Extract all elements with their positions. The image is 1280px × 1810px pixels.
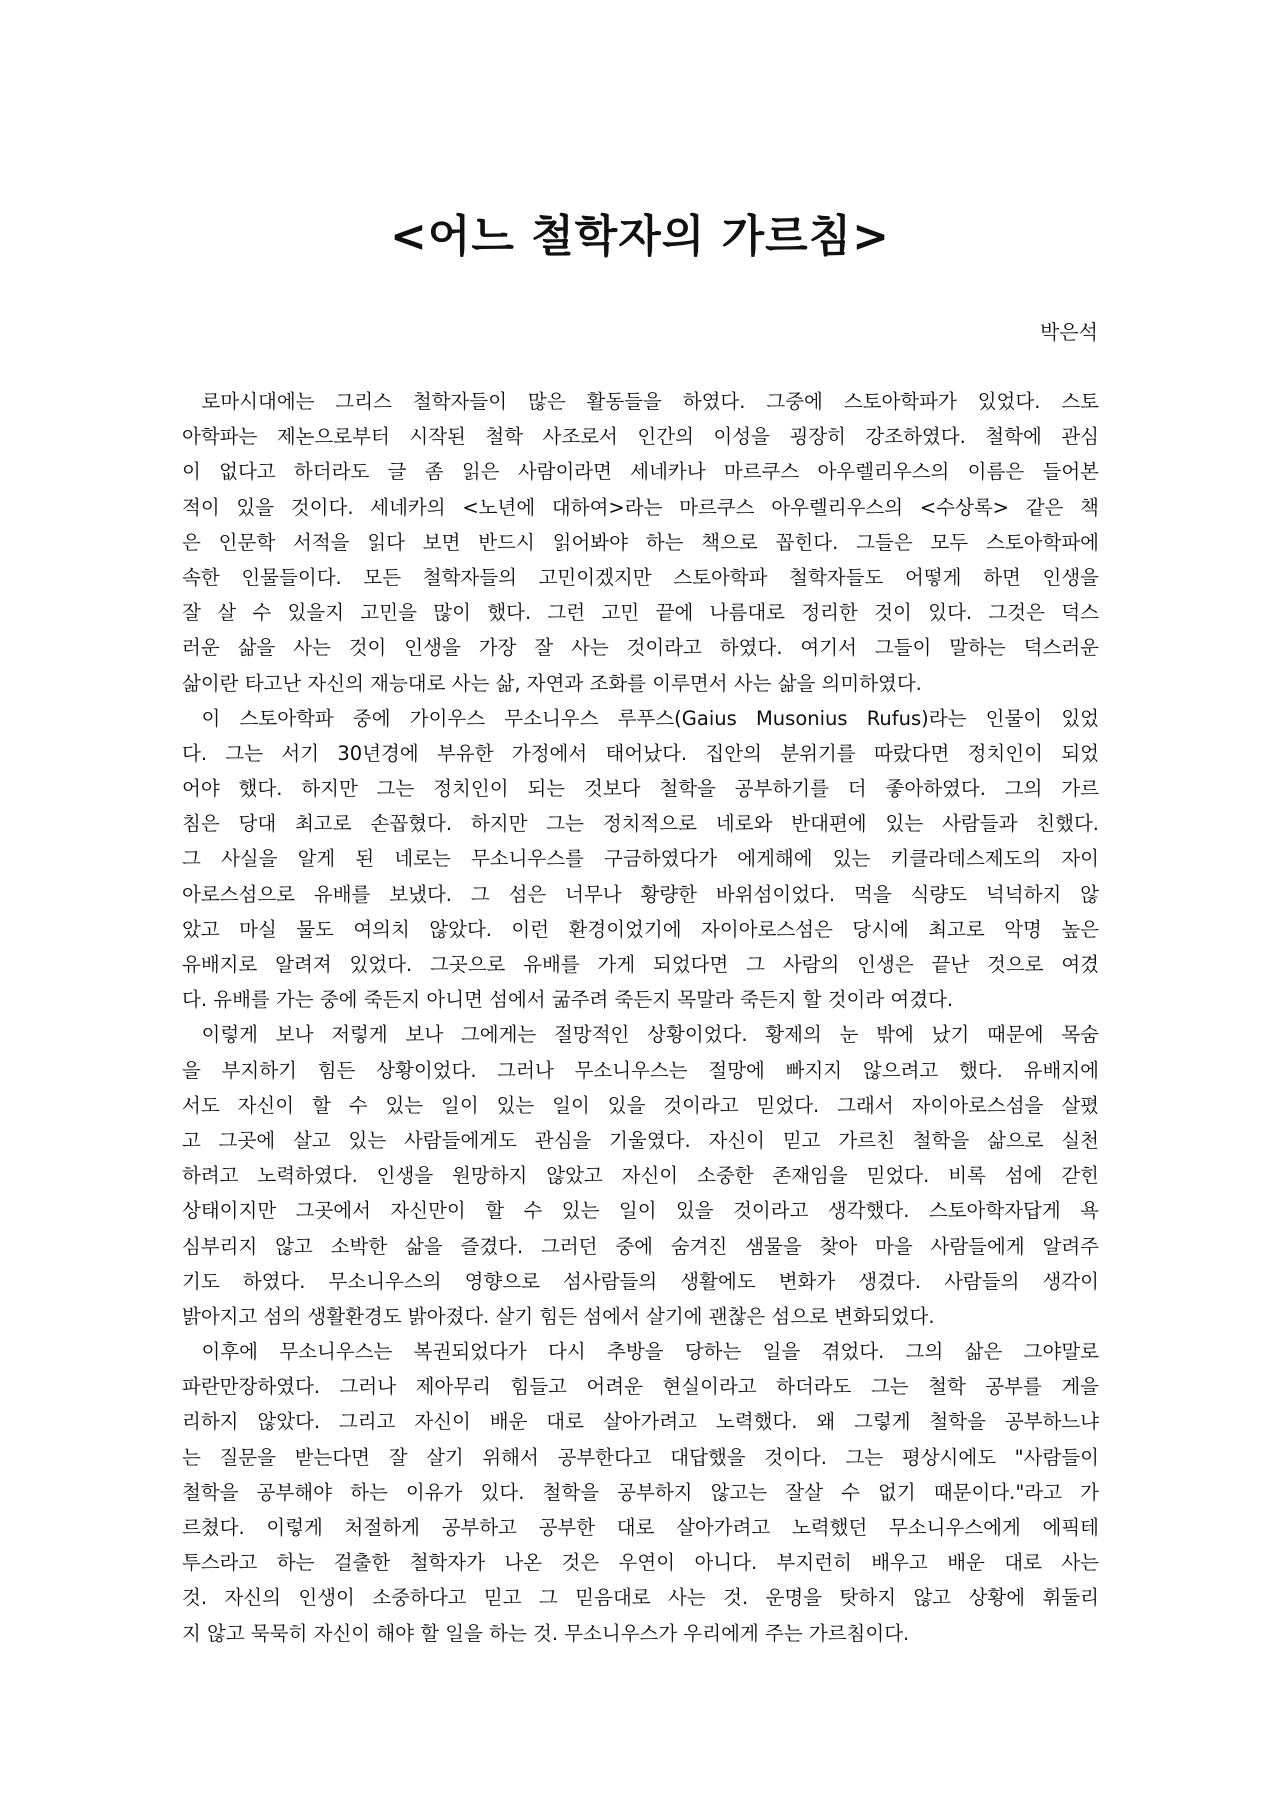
body-line: 이 스토아학파 중에 가이우스 무소니우스 루푸스(Gaius Musonius Rufus)라는 인물이 있었 <box>201 706 1099 730</box>
body-line: 아학파는 제논으로부터 시작된 철학 사조로서 인간의 이성을 굉장히 강조하였다. 철학에 관심 <box>182 425 1099 449</box>
body-line: 르쳤다. 이렇게 처절하게 공부하고 공부한 대로 살아가려고 노력했던 무소니우스에게 에픽테 <box>182 1516 1099 1539</box>
body-line: 아로스섬으로 유배를 보냈다. 그 섬은 너무나 황량한 바위섬이었다. 먹을 식량도 넉넉하지 않 <box>182 882 1099 906</box>
body-line: 파란만장하였다. 그러나 제아무리 힘들고 어려운 현실이라고 하더라도 그는 철학 공부를 게을 <box>182 1375 1099 1399</box>
body-line: 다. 그는 서기 30년경에 부유한 가정에서 태어났다. 집안의 분위기를 따랐다면 정치인이 되었 <box>182 741 1099 765</box>
body-line: 지 않고 묵묵히 자신이 해야 할 일을 하는 것. 무소니우스가 우리에게 주는 가르침이다. <box>182 1621 910 1645</box>
body-line: 속한 인물들이다. 모든 철학자들의 고민이겠지만 스토아학파 철학자들도 어떻게 하면 인생을 <box>182 565 1099 589</box>
body-line: 기도 하였다. 무소니우스의 영향으로 섬사람들의 생활에도 변화가 생겼다. 사람들의 생각이 <box>182 1269 1099 1293</box>
body-line: 적이 있을 것이다. 세네카의 <노년에 대하여>라는 마르쿠스 아우렐리우스의 <수상록> 같은 책 <box>182 495 1099 519</box>
author-name: 박은석 <box>1040 320 1098 344</box>
body-line: 유배지로 알려져 있었다. 그곳으로 유배를 가게 되었다면 그 사람의 인생은 끝난 것으로 여겼 <box>182 953 1099 976</box>
body-line: 밝아지고 섬의 생활환경도 밝아졌다. 살기 힘든 섬에서 살기에 괜찮은 섬으로 변화되었다. <box>182 1304 935 1328</box>
body-line: 이후에 무소니우스는 복권되었다가 다시 추방을 당하는 일을 겪었다. 그의 삶은 그야말로 <box>201 1340 1099 1364</box>
document-body <box>182 384 1099 1651</box>
body-line: 철학을 공부해야 하는 이유가 있다. 철학을 공부하지 않고는 잘살 수 없기 때문이다."라고 가 <box>182 1480 1099 1504</box>
body-line: 침은 당대 최고로 손꼽혔다. 하지만 그는 정치적으로 네로와 반대편에 있는 사람들과 친했다. <box>182 812 1099 836</box>
body-line: 어야 했다. 하지만 그는 정치인이 되는 것보다 철학을 공부하기를 더 좋아하였다. 그의 가르 <box>182 777 1099 801</box>
body-line: 는 질문을 받는다면 잘 살기 위해서 공부한다고 대답했을 것이다. 그는 평상시에도 "사람들이 <box>182 1445 1099 1469</box>
body-line: 은 인문학 서적을 읽다 보면 반드시 읽어봐야 하는 책으로 꼽힌다. 그들은 모두 스토아학파에 <box>182 530 1099 554</box>
body-line: 이렇게 보나 저렇게 보나 그에게는 절망적인 상황이었다. 황제의 눈 밖에 났기 때문에 목숨 <box>201 1023 1099 1047</box>
body-line: 잘 살 수 있을지 고민을 많이 했다. 그런 고민 끝에 나름대로 정리한 것이 있다. 그것은 덕스 <box>182 601 1099 625</box>
body-line: 그 사실을 알게 된 네로는 무소니우스를 구금하였다가 에게해에 있는 키클라데스제도의 자이 <box>182 847 1099 871</box>
body-line: 삶이란 타고난 자신의 재능대로 사는 삶, 자연과 조화를 이루면서 사는 삶을 의미하였다. <box>182 671 922 695</box>
body-line: 러운 삶을 사는 것이 인생을 가장 잘 사는 것이라고 하였다. 여기서 그들이 말하는 덕스러운 <box>182 636 1099 660</box>
body-line: 고 그곳에 살고 있는 사람들에게도 관심을 기울였다. 자신이 믿고 가르친 철학을 삶으로 실천 <box>182 1128 1099 1152</box>
body-line: 로마시대에는 그리스 철학자들이 많은 활동들을 하였다. 그중에 스토아학파가 있었다. 스토 <box>201 390 1099 413</box>
document-title: <어느 철학자의 가르침> <box>390 211 890 262</box>
body-line: 았고 마실 물도 여의치 않았다. 이런 환경이었기에 자이아로스섬은 당시에 최고로 악명 높은 <box>182 917 1099 941</box>
body-line: 다. 유배를 가는 중에 죽든지 아니면 섬에서 굶주려 죽든지 목말라 죽든지 할 것이라 여겼다. <box>182 988 954 1012</box>
body-line: 심부리지 않고 소박한 삶을 즐겼다. 그러던 중에 숨겨진 샘물을 찾아 마을 사람들에게 알려주 <box>182 1234 1099 1258</box>
body-line: 하려고 노력하였다. 인생을 원망하지 않았고 자신이 소중한 존재임을 믿었다. 비록 섬에 갇힌 <box>182 1164 1099 1188</box>
body-line: 투스라고 하는 걸출한 철학자가 나온 것은 우연이 아니다. 부지런히 배우고 배운 대로 사는 <box>182 1551 1099 1575</box>
body-line: 상태이지만 그곳에서 자신만이 할 수 있는 일이 있을 것이라고 생각했다. 스토아학자답게 욕 <box>182 1199 1099 1223</box>
body-line: 서도 자신이 할 수 있는 일이 있는 일이 있을 것이라고 믿었다. 그래서 자이아로스섬을 살폈 <box>182 1093 1099 1117</box>
body-line: 리하지 않았다. 그리고 자신이 배운 대로 살아가려고 노력했다. 왜 그렇게 철학을 공부하느냐 <box>182 1410 1099 1434</box>
body-line: 이 없다고 하더라도 글 좀 읽은 사람이라면 세네카나 마르쿠스 아우렐리우스의 이름은 들어본 <box>182 460 1099 484</box>
body-line: 것. 자신의 인생이 소중하다고 믿고 그 믿음대로 사는 것. 운명을 탓하지 않고 상황에 휘둘리 <box>182 1586 1099 1610</box>
body-line: 을 부지하기 힘든 상황이었다. 그러나 무소니우스는 절망에 빠지지 않으려고 했다. 유배지에 <box>182 1058 1099 1082</box>
